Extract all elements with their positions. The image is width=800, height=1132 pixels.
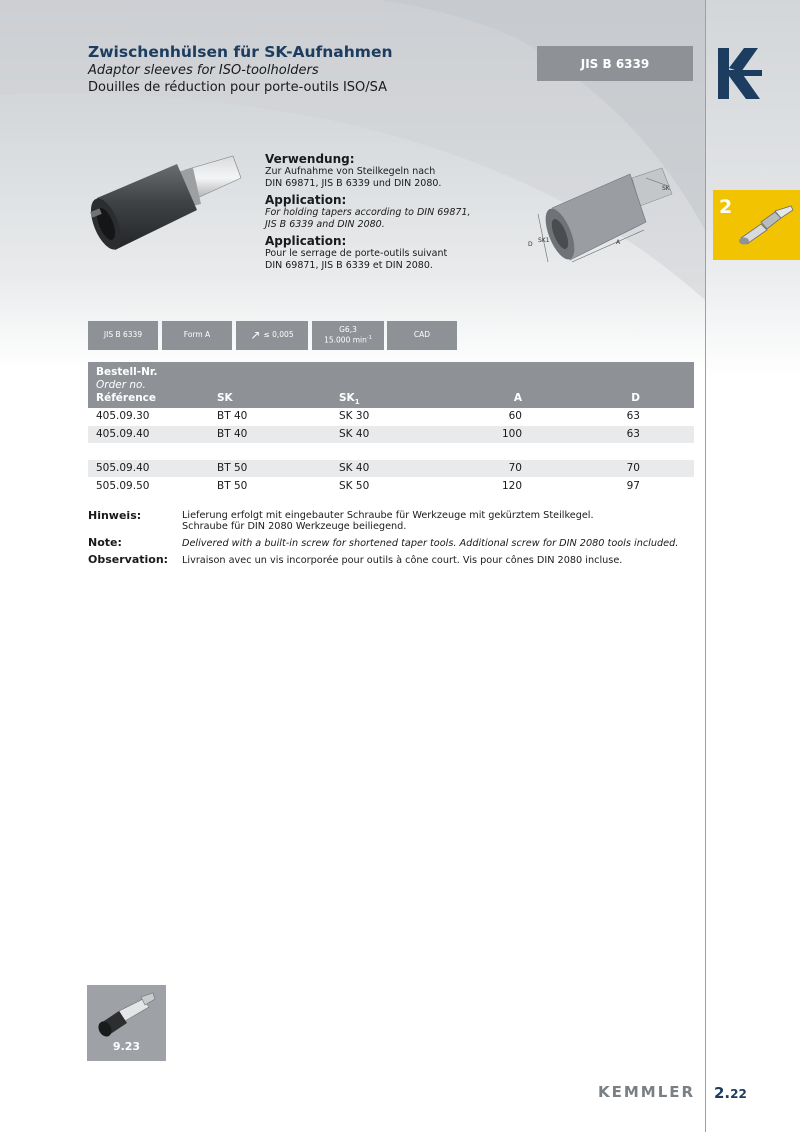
usage-text-en-2: JIS B 6339 and DIN 2080. [265, 218, 385, 230]
cell-d: 63 [626, 410, 640, 422]
chapter-tab[interactable] [713, 190, 800, 260]
footer-page-number [714, 1084, 747, 1102]
table-row [88, 408, 694, 425]
cell-ref: 505.09.40 [96, 462, 150, 474]
header-sk: SK [217, 392, 233, 404]
feature-standard [88, 321, 158, 350]
header-a: A [513, 392, 522, 404]
cell-a: 120 [501, 480, 522, 492]
header-ref-en: Order no. [96, 379, 146, 391]
cell-sk: BT 50 [217, 480, 248, 492]
header-ref-fr: Référence [96, 392, 157, 404]
note-label-fr: Observation: [88, 553, 169, 566]
feature-rpm-exponent: -1 [366, 335, 372, 342]
usage-heading-de: Verwendung: [265, 152, 355, 166]
cross-reference-page: 9.23 [112, 1040, 141, 1053]
footer-brand: KEMMLER [598, 1083, 696, 1101]
header-ref-de: Bestell-Nr. [96, 366, 158, 378]
cell-sk1: SK 30 [339, 410, 370, 422]
product-photo [85, 150, 250, 260]
usage-text-fr-2: DIN 69871, JIS B 6339 et DIN 2080. [265, 259, 433, 271]
usage-heading-en: Application: [265, 193, 347, 207]
technical-drawing [512, 150, 687, 275]
feature-form [162, 321, 232, 350]
feature-runout-label: ≤ 0,005 [263, 330, 294, 340]
cell-a: 70 [508, 462, 522, 474]
kemmler-k-logo [714, 46, 764, 101]
cell-d: 97 [626, 480, 640, 492]
cell-ref: 505.09.50 [96, 480, 150, 492]
feature-balance-label: G6,3 [339, 324, 357, 334]
standard-badge-label: JIS B 6339 [580, 56, 650, 71]
cell-sk1: SK 50 [339, 480, 370, 492]
cell-sk: BT 40 [217, 410, 248, 422]
note-text-en-1: Delivered with a built-in screw for shortened taper tools. Additional screw for DIN 2080 tools included. [182, 538, 679, 549]
cell-ref: 405.09.40 [96, 428, 150, 440]
chapter-number: 2 [719, 196, 733, 218]
header-sk1 [339, 392, 360, 408]
toolholder-thumbnail-icon [721, 198, 797, 254]
cell-sk1: SK 40 [339, 428, 370, 440]
cell-a: 60 [508, 410, 522, 422]
header-sk1-label: SK [339, 392, 355, 404]
usage-heading-fr: Application: [265, 234, 347, 248]
cell-a: 100 [501, 428, 522, 440]
footer-page-minor: 22 [730, 1087, 747, 1101]
feature-runout [236, 321, 308, 350]
cell-sk1: SK 40 [339, 462, 370, 474]
drawing-label-sk: SK [662, 185, 670, 192]
header-d: D [631, 392, 640, 404]
page-title-fr: Douilles de réduction pour porte-outils ISO/SA [88, 80, 388, 95]
feature-standard-label: JIS B 6339 [103, 330, 143, 340]
note-label-de: Hinweis: [88, 509, 142, 522]
footer-page-major: 2. [714, 1084, 731, 1102]
usage-text-fr-1: Pour le serrage de porte-outils suivant [265, 248, 448, 259]
header-sk1-subscript: 1 [354, 398, 360, 407]
table-row [88, 460, 694, 477]
cell-ref: 405.09.30 [96, 410, 150, 422]
page-title-de: Zwischenhülsen für SK-Aufnahmen [88, 43, 393, 61]
feature-cad-label: CAD [413, 330, 431, 340]
usage-section [265, 152, 510, 275]
cell-d: 70 [626, 462, 640, 474]
standard-badge [537, 46, 693, 81]
usage-text-de-1: Zur Aufnahme von Steilkegeln nach [265, 166, 436, 177]
cross-reference-box[interactable] [87, 985, 166, 1061]
page-title-en: Adaptor sleeves for ISO-toolholders [88, 63, 319, 78]
drawing-label-d: D [528, 241, 533, 248]
note-text-de-1: Lieferung erfolgt mit eingebauter Schraube für Werkzeuge mit gekürztem Steilkegel. [182, 510, 594, 521]
cell-sk: BT 40 [217, 428, 248, 440]
feature-balance [312, 321, 384, 350]
drawing-label-sk1: SK1 [538, 237, 550, 244]
usage-text-en-1: For holding tapers according to DIN 69871, [265, 207, 471, 218]
cell-sk: BT 50 [217, 462, 248, 474]
feature-cad[interactable] [387, 321, 457, 350]
table-row [88, 478, 694, 495]
cell-d: 63 [626, 428, 640, 440]
feature-rpm-label: 15.000 min [324, 335, 367, 345]
note-label-en: Note: [88, 536, 122, 549]
note-text-de-2: Schraube für DIN 2080 Werkzeuge beiliegend. [182, 521, 407, 532]
runout-icon: ↗ [250, 328, 261, 343]
table-header [88, 362, 694, 408]
drawing-label-a: A [616, 239, 621, 246]
feature-form-label: Form A [183, 330, 211, 340]
note-text-fr-1: Livraison avec un vis incorporée pour outils à cône court. Vis pour cônes DIN 2080 incluse. [182, 555, 623, 566]
table-row [88, 426, 694, 443]
pull-stud-thumbnail-icon [93, 989, 159, 1041]
right-margin-rule [705, 0, 706, 1132]
usage-text-de-2: DIN 69871, JIS B 6339 und DIN 2080. [265, 177, 442, 189]
